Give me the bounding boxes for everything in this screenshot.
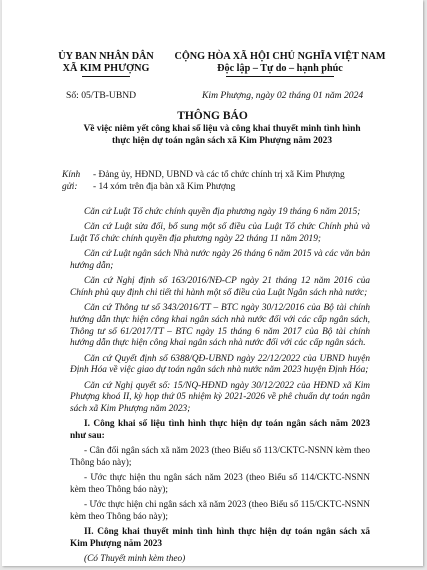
section-2-heading: II. Công khai thuyết minh tình hình thực hiện dự toán ngân sách xã Kim Phượng năm 2023 — [70, 527, 370, 549]
section-1-heading: I. Công khai số liệu tình hình thực hiện dự toán ngân sách năm 2023 như sau: — [70, 419, 370, 441]
national-header — [162, 51, 398, 77]
section-1-item: - Ước thực hiện thu ngân sách năm 2023 (theo Biểu số 114/CKTC-NSNN kèm theo Thông báo này); — [70, 473, 370, 495]
national-title: CỘNG HÒA XÃ HỘI CHỦ NGHĨA VIỆT NAM — [174, 51, 386, 62]
document-subject: Về việc niêm yết công khai số liệu và công khai thuyết minh tình hình thực hiện dự toán ngân sách xã Kim Phượng năm 2023 — [83, 124, 361, 146]
legal-basis: Căn cứ Quyết định số 6388/QĐ-UBND ngày 22/12/2022 của UBND huyện Định Hóa về việc giao dự toán ngân sách nhà nước năm 2023 huyện Định Hóa; — [70, 353, 370, 376]
section-1-item: - Ước thực hiện chi ngân sách xã năm 2023 (theo Biểu số 115/CKTC-NSNN kèm theo Thông báo này); — [70, 500, 370, 522]
recipient-item: - 14 xóm trên địa bàn xã Kim Phượng — [93, 181, 236, 192]
legal-basis: Căn cứ Luật sửa đổi, bổ sung một số điều của Luật Tổ chức Chính phủ và Luật Tổ chức chính quyền địa phương ngày 22 tháng 11 năm 2019; — [70, 222, 370, 244]
section-1-item: - Cân đối ngân sách xã năm 2023 (theo Biểu số 113/CKTC-NSNN kèm theo Thông báo này); — [70, 446, 370, 468]
issuing-authority — [54, 51, 158, 77]
authority-underline — [82, 76, 130, 77]
recipient-item: - Đảng ủy, HĐND, UBND và các tổ chức chính trị xã Kim Phượng — [93, 170, 345, 180]
recipients-label: Kính gửi: — [62, 170, 81, 192]
document-title: THÔNG BÁO — [177, 110, 248, 122]
legal-basis: Căn cứ Nghị quyết số: 15/NQ-HĐND ngày 30/12/2022 của HĐND xã Kim Phượng khoá II, kỳ họp thứ 05 nhiệm kỳ 2021-2026 về phê chuẩn dự toán ngân sách xã Kim Phượng năm 2023; — [70, 380, 370, 414]
national-motto: Độc lập – Tự do – hạnh phúc — [217, 63, 343, 74]
authority-line-2: XÃ KIM PHƯỢNG — [62, 63, 150, 74]
legal-basis: Căn cứ Luật Tổ chức chính quyền địa phương ngày 19 tháng 6 năm 2015; — [84, 207, 361, 217]
legal-basis: Căn cứ Thông tư số 343/2016/TT – BTC ngày 30/12/2016 của Bộ tài chính hướng dẫn thực hiện công khai ngân sách nhà nước đối với các cấp ngân sách, Thông tư số 61/2017/TT – BTC ngày 15 tháng 6 năm 2017 của Bộ tài chính hướng dẫn thực hiện công khai ngân sách nhà nước đối với các cấp ngân sách. — [70, 303, 370, 349]
authority-line-1: ỦY BAN NHÂN DÂN — [58, 51, 154, 62]
document-number: Số: 05/TB-UBND — [66, 90, 137, 101]
place-and-date: Kim Phượng, ngày 02 tháng 01 năm 2024 — [202, 90, 364, 101]
motto-underline — [226, 76, 334, 77]
legal-basis: Căn cứ Nghị định số 163/2016/NĐ-CP ngày 21 tháng 12 năm 2016 của Chính phủ quy định chi tiết thi hành một số điều của Luật Ngân sách nhà nước; — [70, 276, 370, 298]
document-page — [2, 0, 423, 566]
legal-basis: Căn cứ Luật ngân sách Nhà nước ngày 26 tháng 6 năm 2015 và các văn bản hướng dẫn; — [70, 249, 370, 271]
document-body — [70, 207, 370, 566]
section-2-note: (Có Thuyết minh kèm theo) — [84, 554, 186, 564]
